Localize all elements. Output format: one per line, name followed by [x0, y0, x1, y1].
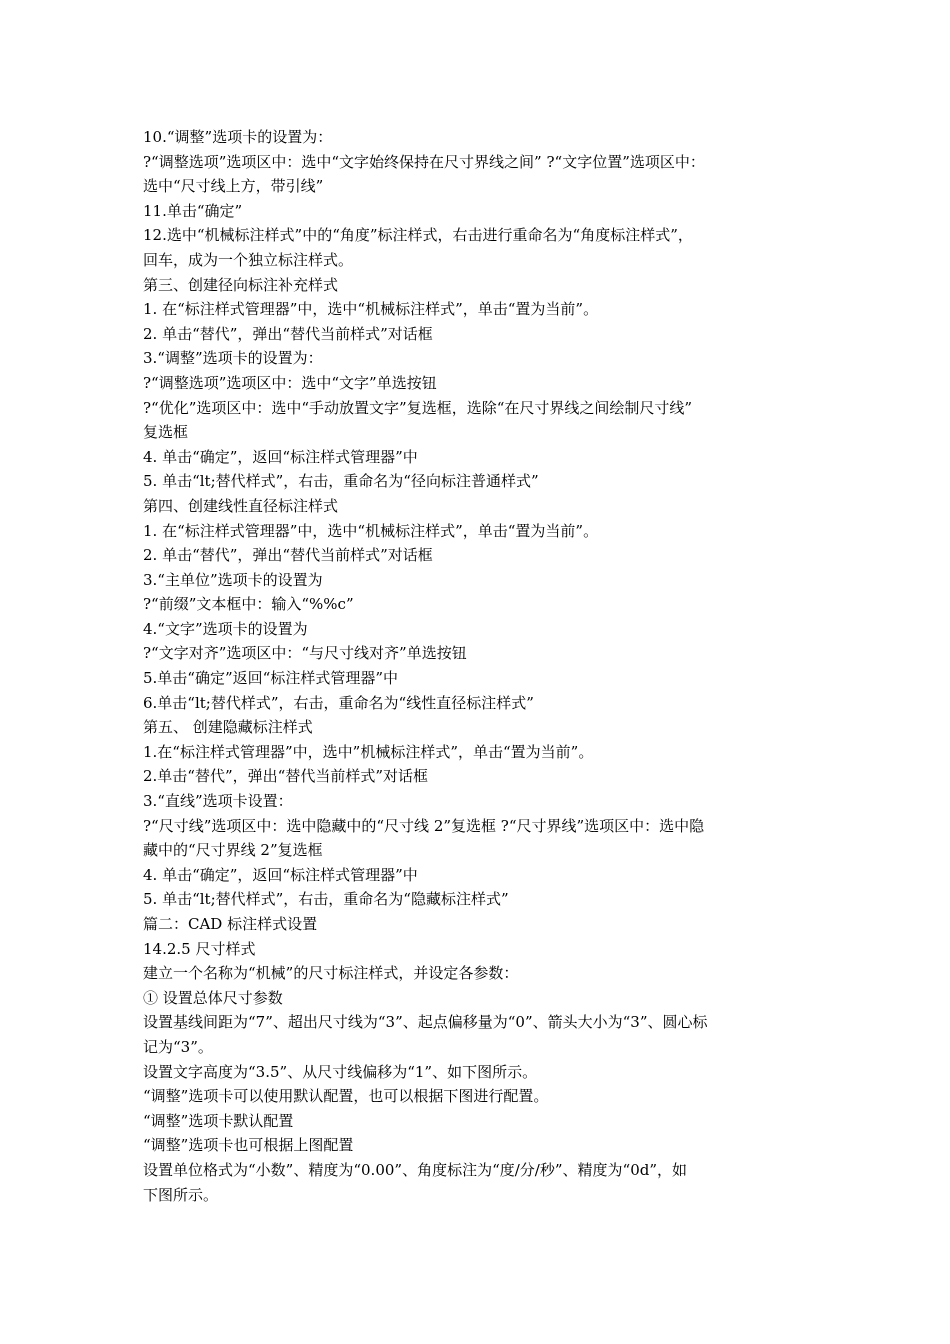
text-line: 建立一个名称为“机械”的尺寸标注样式，并设定各参数：: [143, 964, 519, 983]
text-line: 6.单击“lt;替代样式”，右击，重命名为“线性直径标注样式”: [143, 693, 534, 712]
text-line: ?“调整选项”选项区中：选中“文字始终保持在尺寸界线之间” ?“文字位置”选项区中：: [143, 152, 705, 171]
section-heading: 第五、 创建隐藏标注样式: [143, 718, 313, 737]
text-line: ?“优化”选项区中：选中“手动放置文字”复选框，选除“在尺寸界线之间绘制尺寸线”: [143, 398, 693, 417]
text-line: 4.“文字”选项卡的设置为: [143, 619, 308, 638]
text-line: 设置单位格式为“小数”、精度为“0.00”、角度标注为“度/分/秒”、精度为“0d”，如: [143, 1160, 688, 1179]
text-line: ?“调整选项”选项区中：选中“文字”单选按钮: [143, 373, 437, 392]
section-heading: 第三、创建径向标注补充样式: [143, 275, 339, 294]
text-line: 3.“直线”选项卡设置：: [143, 792, 293, 811]
text-line: 5.单击“确定”返回“标注样式管理器”中: [143, 669, 398, 688]
text-line: ?“尺寸线”选项区中：选中隐藏中的“尺寸线 2”复选框 ?“尺寸界线”选项区中：选中隐: [143, 816, 705, 835]
text-line: 回车，成为一个独立标注样式。: [143, 250, 354, 269]
text-line: 设置文字高度为“3.5”、从尺寸线偏移为“1”、如下图所示。: [143, 1062, 538, 1081]
text-line: ① 设置总体尺寸参数: [143, 988, 283, 1007]
text-line: 记为“3”。: [143, 1037, 213, 1056]
text-line: 设置基线间距为“7”、超出尺寸线为“3”、起点偏移量为“0”、箭头大小为“3”、圆心标: [143, 1013, 708, 1032]
text-line: 3.“主单位”选项卡的设置为: [143, 570, 323, 589]
article-heading: 篇二：CAD 标注样式设置: [143, 915, 318, 933]
text-line: 4. 单击“确定”，返回“标注样式管理器”中: [143, 447, 418, 466]
text-line: ?“前缀”文本框中：输入“%%c”: [143, 595, 354, 614]
text-line: 11.单击“确定”: [143, 201, 243, 220]
text-line: ?“文字对齐”选项区中：“与尺寸线对齐”单选按钮: [143, 644, 467, 663]
text-line: 2. 单击“替代”，弹出“替代当前样式”对话框: [143, 324, 433, 343]
text-line: 2. 单击“替代”，弹出“替代当前样式”对话框: [143, 546, 433, 565]
text-line: 5. 单击“lt;替代样式”，右击，重命名为“隐藏标注样式”: [143, 890, 509, 909]
text-line: 12.选中“机械标注样式”中的“角度”标注样式，右击进行重命名为“角度标注样式”，: [143, 226, 693, 245]
text-line: 1.在“标注样式管理器”中，选中”机械标注样式”，单击“置为当前”。: [143, 742, 594, 761]
text-line: “调整”选项卡默认配置: [143, 1111, 294, 1130]
text-line: 2.单击“替代”，弹出“替代当前样式”对话框: [143, 767, 428, 786]
section-heading: 第四、创建线性直径标注样式: [143, 496, 339, 515]
document-page: [143, 125, 823, 1207]
text-line: “调整”选项卡可以使用默认配置，也可以根据下图进行配置。: [143, 1087, 549, 1106]
text-line: 下图所示。: [143, 1185, 219, 1204]
text-line: 复选框: [143, 423, 189, 442]
text-line: 3.“调整”选项卡的设置为：: [143, 349, 323, 368]
text-line: 1. 在“标注样式管理器”中，选中“机械标注样式”，单击“置为当前”。: [143, 300, 599, 319]
section-heading: 14.2.5 尺寸样式: [143, 939, 256, 958]
text-line: 1. 在“标注样式管理器”中，选中“机械标注样式”，单击“置为当前”。: [143, 521, 599, 540]
text-line: 10.“调整”选项卡的设置为：: [143, 128, 333, 146]
text-line: 选中“尺寸线上方，带引线”: [143, 177, 324, 196]
text-line: 5. 单击“lt;替代样式”，右击，重命名为“径向标注普通样式”: [143, 472, 539, 491]
text-line: 藏中的“尺寸界线 2”复选框: [143, 841, 323, 860]
text-line: “调整”选项卡也可根据上图配置: [143, 1136, 354, 1155]
text-line: 4. 单击“确定”，返回“标注样式管理器”中: [143, 865, 418, 884]
